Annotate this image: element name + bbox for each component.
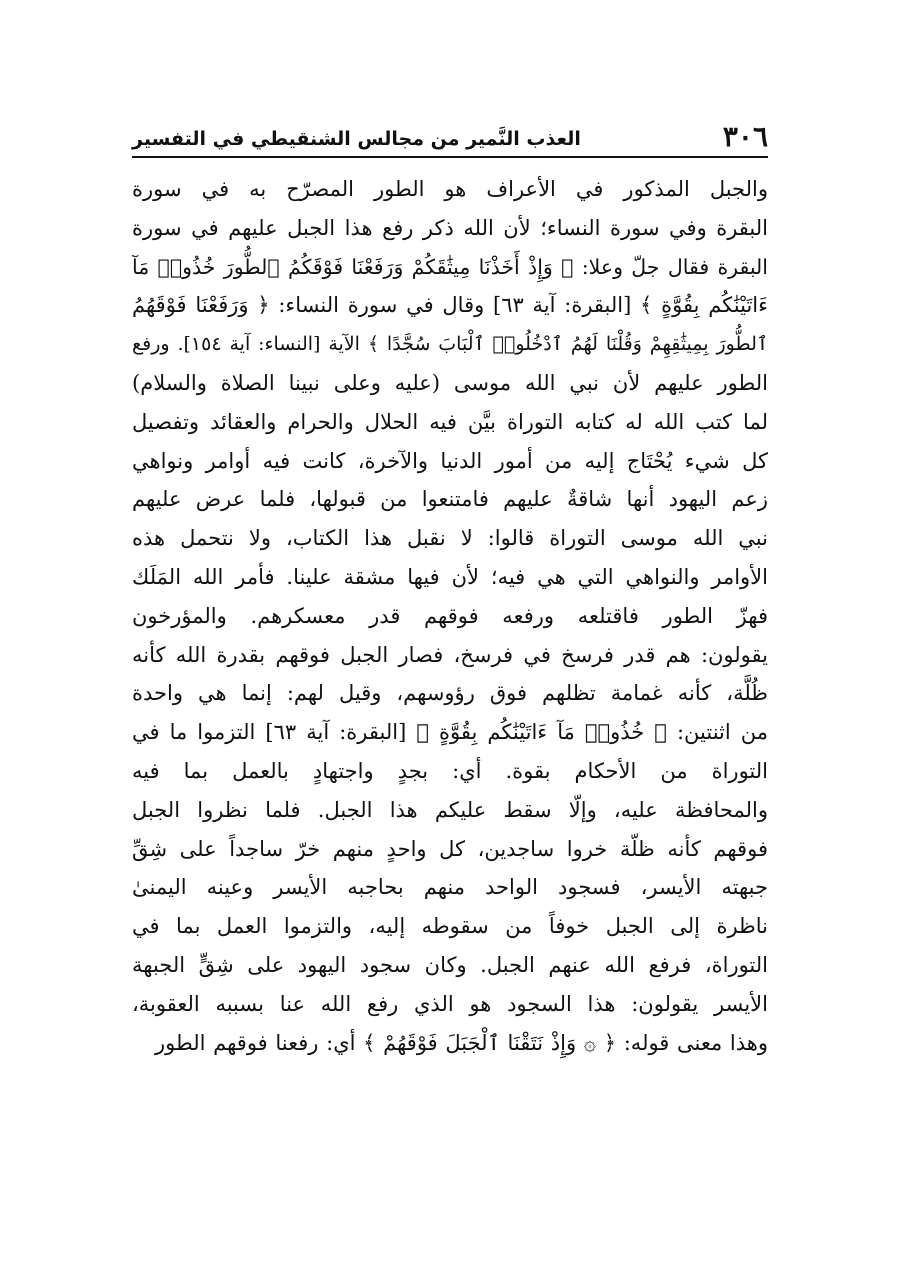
page-header bbox=[132, 112, 768, 152]
text-line: ناظرة إلى الجبل خوفاً من سقوطه إليه، والتزموا العمل بما في bbox=[132, 914, 768, 939]
body-text bbox=[132, 170, 768, 1190]
text-line: البقرة فقال جلّ وعلا: ﴿ وَإِذْ أَخَذْنَا مِيثَٰقَكُمْ وَرَفَعْنَا فَوْقَكُمُ ٱلطُّورَ خُذُوا۟ مَآ bbox=[132, 254, 768, 279]
text-line: ءَاتَيْنَٰكُم بِقُوَّةٍ ﴾ [البقرة: آية ٦٣] وقال في سورة النساء: ﴿ وَرَفَعْنَا فَوْقَهُمُ bbox=[132, 293, 768, 318]
text-line: التوراة، فرفع الله عنهم الجبل. وكان سجود اليهود على شِقٍّ الجبهة bbox=[132, 952, 768, 977]
text-line: ظُلَّة، كأنه غمامة تظلهم فوق رؤوسهم، وقيل لهم: إنما هي واحدة bbox=[132, 681, 768, 706]
text-line: نبي الله موسى التوراة قالوا: لا نقبل هذا الكتاب، ولا نتحمل هذه bbox=[132, 526, 768, 551]
text-line: فوقهم كأنه ظلّة خروا ساجدين، كل واحدٍ منهم خرّ ساجداً على شِقِّ bbox=[132, 836, 768, 861]
text-line: لما كتب الله له كتابه التوراة بيَّن فيه الحلال والحرام والعقائد وتفصيل bbox=[132, 409, 768, 434]
header-rule bbox=[132, 156, 768, 158]
text-line: جبهته الأيسر، فسجود الواحد منهم بحاجبه الأيسر وعينه اليمنىٰ bbox=[132, 875, 768, 900]
text-line: من اثنتين: ﴿ خُذُوا۟ مَآ ءَاتَيْنَٰكُم بِقُوَّةٍ ﴾ [البقرة: آية ٦٣] التزموا ما في bbox=[132, 720, 768, 745]
text-line: يقولون: هم قدر فرسخ في فرسخ، فصار الجبل فوقهم بقدرة الله كأنه bbox=[132, 642, 768, 667]
text-line: الأيسر يقولون: هذا السجود هو الذي رفع الله عنا بسببه العقوبة، bbox=[132, 991, 768, 1016]
text-line: فهزّ الطور فاقتلعه ورفعه فوقهم قدر معسكرهم. والمؤرخون bbox=[132, 603, 768, 628]
text-line: وهذا معنى قوله: ﴿ ۞ وَإِذْ نَتَقْنَا ٱلْجَبَلَ فَوْقَهُمْ ﴾ أي: رفعنا فوقهم الطور bbox=[155, 1030, 768, 1055]
text-line: الطور عليهم لأن نبي الله موسى (عليه وعلى نبينا الصلاة والسلام) bbox=[132, 370, 768, 395]
running-title: العذب النَّمير من مجالس الشنقيطي في التفسير bbox=[132, 128, 581, 150]
text-line: ٱلطُّورَ بِمِيثَٰقِهِمْ وَقُلْنَا لَهُمُ ٱدْخُلُوا۟ ٱلْبَابَ سُجَّدًا ﴾ الآية [النساء: آية ١٥٤]. ورفع bbox=[132, 333, 768, 356]
text-line: الأوامر والنواهي التي هي فيه؛ لأن فيها مشقة علينا. فأمر الله المَلَك bbox=[132, 564, 768, 589]
text-line: التوراة من الأحكام بقوة. أي: بجدٍ واجتهادٍ بالعمل بما فيه bbox=[132, 758, 768, 783]
text-line: زعم اليهود أنها شاقةٌ عليهم فامتنعوا من قبولها، فلما عرض عليهم bbox=[132, 487, 768, 512]
text-line: والمحافظة عليه، وإلّا سقط عليكم هذا الجبل. فلما نظروا الجبل bbox=[132, 797, 768, 822]
text-line: والجبل المذكور في الأعراف هو الطور المصرّح به في سورة bbox=[132, 177, 768, 201]
text-line: كل شيء يُحْتَاج إليه من أمور الدنيا والآخرة، كانت فيه أوامر ونواهي bbox=[132, 448, 768, 473]
text-line: البقرة وفي سورة النساء؛ لأن الله ذكر رفع هذا الجبل عليهم في سورة bbox=[132, 215, 768, 240]
page-number: ٣٠٦ bbox=[722, 120, 768, 153]
